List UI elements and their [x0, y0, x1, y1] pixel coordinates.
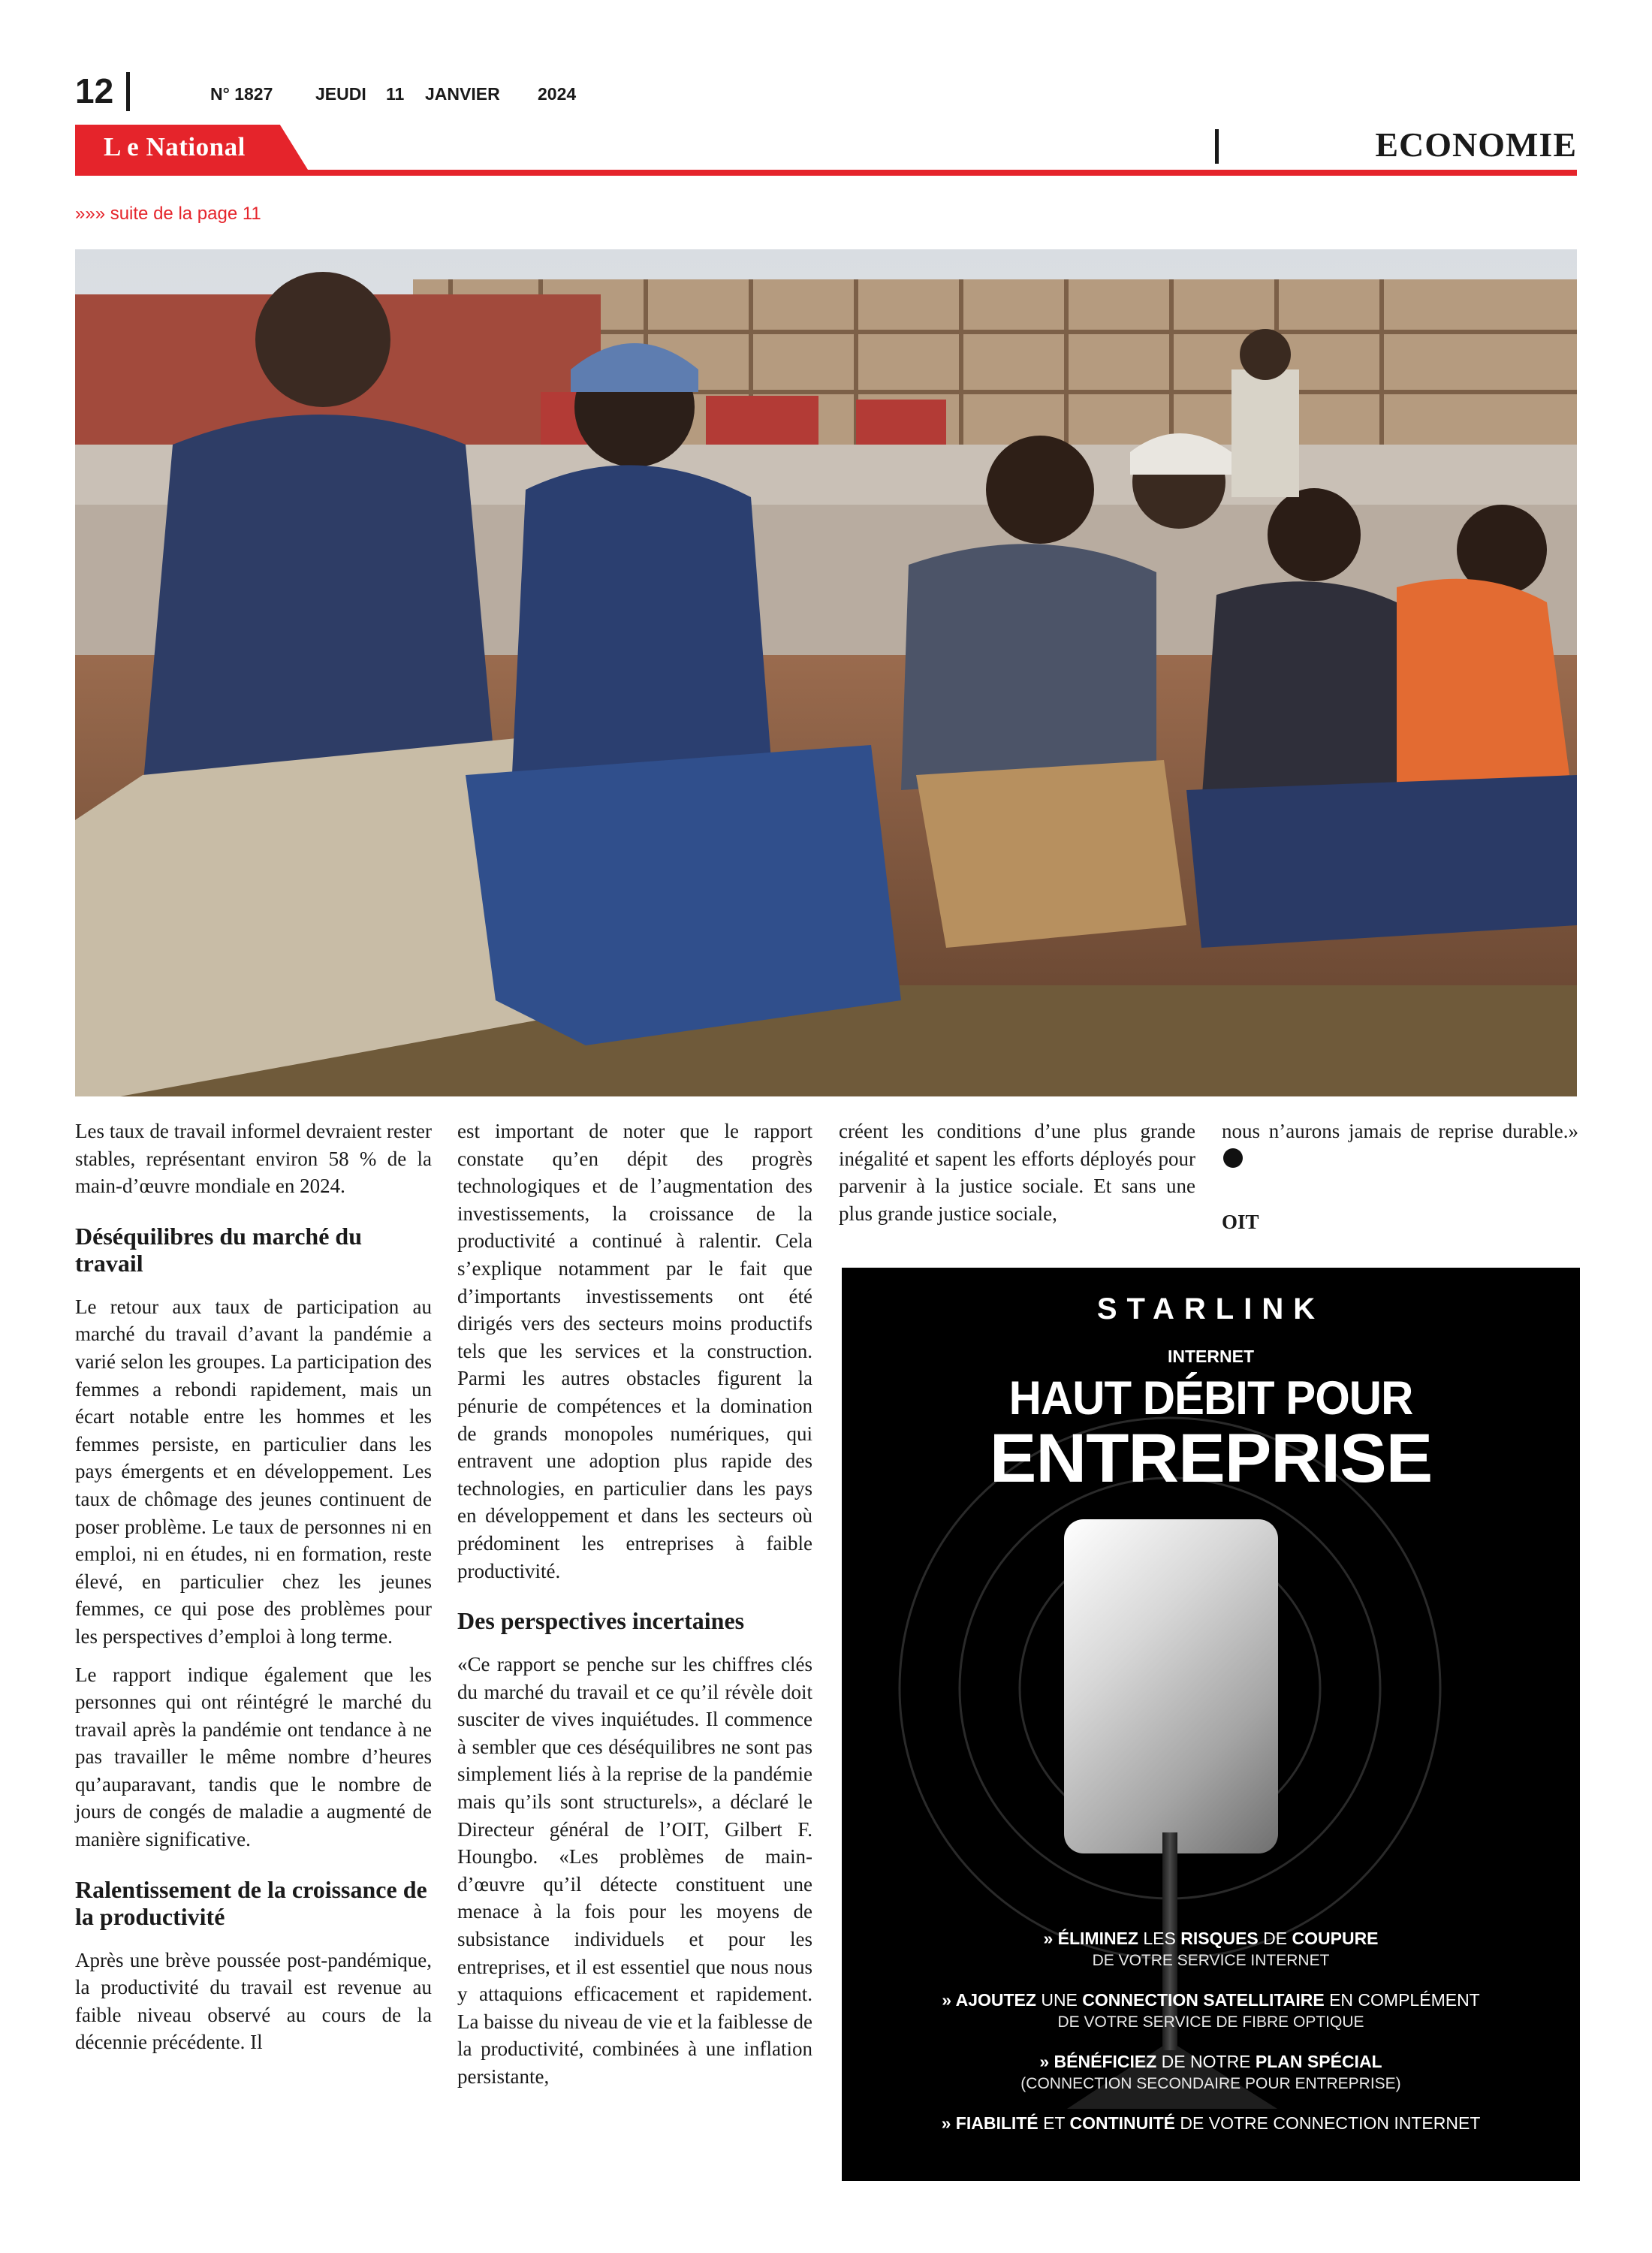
benefit-keyword: PLAN SPÉCIAL — [1255, 2052, 1382, 2071]
benefit-text: DE VOTRE CONNECTION INTERNET — [1175, 2113, 1481, 2133]
section-title: ECONOMIE — [1375, 125, 1577, 164]
starlink-advert[interactable] — [842, 1268, 1580, 2181]
article-paragraph: Les taux de travail informel devraient rester stables, représentant environ 58 % de la main-d’œuvre mondiale en 2024. — [75, 1120, 432, 1198]
continued-from-label: »»» suite de la page 11 — [75, 204, 261, 224]
photo-illustration — [75, 249, 1577, 1096]
benefit-keyword: CONTINUITÉ — [1069, 2113, 1176, 2133]
article-signature: OIT — [1222, 1211, 1259, 1234]
page-number: 12 — [75, 71, 114, 110]
article-paragraph: «Ce rapport se penche sur les chiffres clés du marché du travail et ce qu’il révèle doit susciter de vives inquiétudes. Il commence à sembler que ces déséquilibres ne sont pas simplement liés à la reprise de la pandémie mais qu’ils sont structurels», a déclaré le Directeur général de l’OIT, Gilbert F. Houngbo. «Les problèmes de main-d’œuvre qu’il détecte constituent une menace à la fois pour les moyens de subsistance individuels et pour les entreprises, et il est essentiel que nous nous y attaquions efficacement et rapidement. La baisse du niveau de vie et la faiblesse de la productivité, combinées à une inflation persistante, — [457, 1653, 812, 2088]
benefit-text: LES — [1138, 1929, 1181, 1948]
article-paragraph: Le rapport indique également que les personnes qui ont réintégré le marché du travail après la pandémie ont tendance à ne pas travailler le même nombre d’heures qu’auparavant, tandis que le nombre de jours de congés de maladie a augmenté de manière significative. — [75, 1663, 432, 1851]
advert-headline-line2: ENTREPRISE — [989, 1420, 1433, 1497]
benefit-text: EN COMPLÉMENT — [1324, 1990, 1480, 2010]
article-paragraph: créent les conditions d’une plus grande inégalité et sapent les efforts déployés pour parvenir à la justice sociale. Et sans une plus grande justice sociale, — [839, 1120, 1195, 1225]
benefit-keyword: » AJOUTEZ — [942, 1990, 1036, 2010]
article-paragraph: est important de noter que le rapport constate qu’en dépit des progrès technologiques et de l’augmentation des investissements, la croissance de la productivité a continué à ralentir. Cela s’explique notamment par le fait que d’importants investissements ont été dirigés vers des secteurs moins productifs tels que les services et la construction. Parmi les autres obstacles figurent la pénurie de compétences et la domination de grands monopoles numériques, qui entravent une adoption plus rapide des technologies, en particulier dans les pays en développement et dans les secteurs où prédominent les entreprises à faible productivité. — [457, 1120, 812, 1582]
benefit-keyword: » FIABILITÉ — [941, 2113, 1039, 2133]
article-closing-text: nous n’aurons jamais de reprise durable.» — [1222, 1120, 1578, 1142]
benefit-keyword: COUPURE — [1292, 1929, 1379, 1948]
issue-month: JANVIER — [425, 84, 500, 104]
advert-headline-line1: HAUT DÉBIT POUR — [1008, 1372, 1413, 1425]
benefit-text: DE NOTRE — [1156, 2052, 1256, 2071]
advert-bottom-fade — [842, 2136, 1580, 2181]
article-column-1 — [75, 1117, 432, 2067]
article-column-3 — [839, 1117, 1195, 1238]
benefit-keyword: » BÉNÉFICIEZ — [1039, 2052, 1157, 2071]
advert-benefits-list — [842, 1927, 1580, 2151]
issue-year: 2024 — [538, 84, 577, 104]
issue-weekday: JEUDI — [315, 84, 366, 104]
benefit-subtext: DE VOTRE SERVICE INTERNET — [1092, 1952, 1330, 1969]
satellite-dish-image — [1064, 1519, 1278, 1853]
issue-day: 11 — [386, 84, 405, 104]
end-of-article-icon — [1223, 1148, 1243, 1168]
benefit-subtext: DE VOTRE SERVICE DE FIBRE OPTIQUE — [1057, 2013, 1364, 2031]
issue-number: N° 1827 — [210, 84, 273, 104]
benefit-keyword: CONNECTION SATELLITAIRE — [1082, 1990, 1325, 2010]
article-paragraph — [1222, 1117, 1578, 1172]
benefit-keyword: » ÉLIMINEZ — [1043, 1929, 1138, 1948]
section-divider — [1215, 129, 1219, 164]
page-number-divider — [126, 72, 130, 111]
advert-benefit-item — [842, 1927, 1580, 1972]
advert-benefit-item — [842, 2050, 1580, 2095]
subheading-productivity: Ralentissement de la croissance de la productivité — [75, 1875, 427, 1930]
advert-brand: STARLINK — [1096, 1292, 1325, 1326]
advert-benefit-item — [842, 1989, 1580, 2034]
article-column-2 — [457, 1117, 812, 2101]
subheading-outlook: Des perspectives incertaines — [457, 1607, 745, 1635]
article-photo — [75, 249, 1577, 1096]
benefit-text: DE — [1258, 1929, 1292, 1948]
advert-benefit-item — [842, 2112, 1580, 2134]
newspaper-brand: L e National — [104, 132, 246, 161]
article-paragraph: Après une brève poussée post-pandémique, la productivité du travail est revenue au faible niveau observé au cours de la décennie précédente. Il — [75, 1948, 432, 2054]
article-paragraph: Le retour aux taux de participation au marché du travail d’avant la pandémie a varié selon les groupes. La participation des femmes a rebondi rapidement, mais un écart notable entre les hommes et les femmes persiste, en particulier dans les pays émergents et en développement. Les taux de chômage des jeunes continuent de poser problème. Le taux de personnes ni en emploi, ni en études, ni en formation, reste élevé, en particulier chez les jeunes femmes, ce qui pose des problèmes pour les perspectives d’emploi à long terme. — [75, 1295, 432, 1648]
article-column-4 — [1222, 1117, 1578, 1247]
subheading-imbalances: Déséquilibres du marché du travail — [75, 1222, 362, 1277]
benefit-text: ET — [1038, 2113, 1070, 2133]
benefit-text: UNE — [1036, 1990, 1083, 2010]
header-rule — [75, 170, 1577, 176]
advert-kicker: INTERNET — [1168, 1347, 1254, 1366]
benefit-subtext: (CONNECTION SECONDAIRE POUR ENTREPRISE) — [1020, 2075, 1401, 2092]
benefit-keyword: RISQUES — [1180, 1929, 1259, 1948]
